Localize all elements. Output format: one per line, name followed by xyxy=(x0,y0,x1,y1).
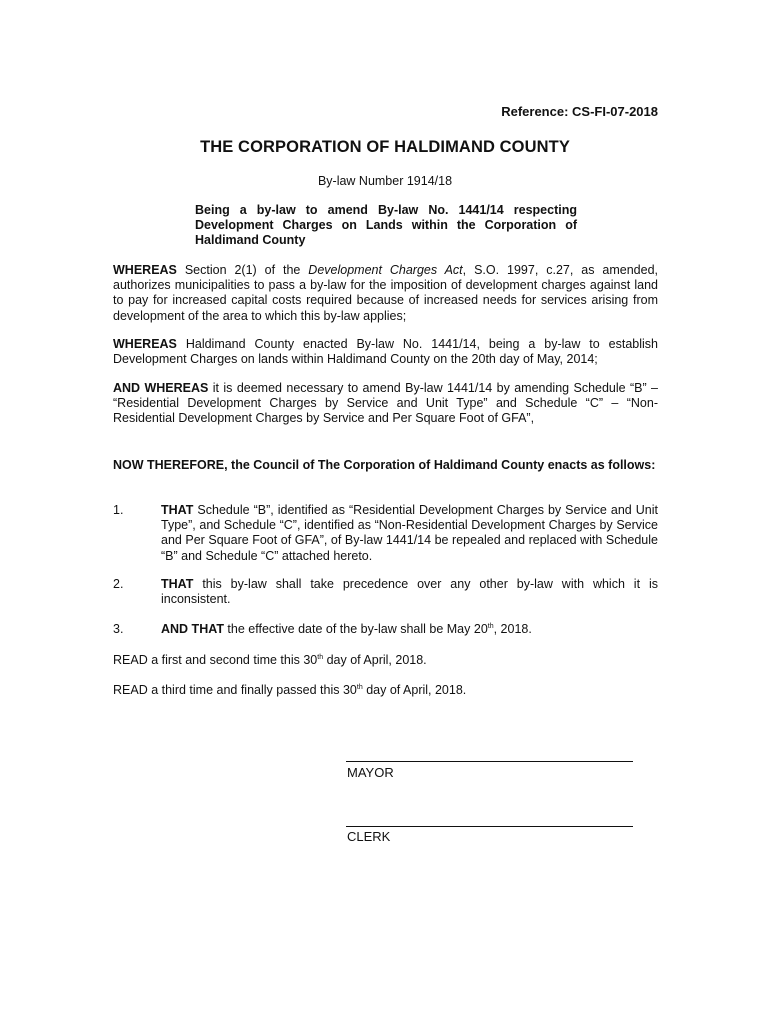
whereas-clause-2 xyxy=(113,337,658,367)
clerk-signature-line xyxy=(346,826,633,827)
whereas-lead: WHEREAS xyxy=(113,337,177,351)
whereas-text: Section 2(1) of the xyxy=(176,263,309,277)
mayor-label: MAYOR xyxy=(347,765,394,780)
item-text: Schedule “B”, identified as “Residential Development Charges by Service and Unit Type”, and Schedule “C”, identified as “Non-Residential Development Charges by Service and Per Square Foot of GFA”, of By-law 1441/14 be repealed and replaced with Schedule “B” and Schedule “C” attached hereto. xyxy=(161,503,658,563)
item-number: 2. xyxy=(113,577,124,591)
mayor-signature-line xyxy=(346,761,633,762)
third-reading xyxy=(113,683,466,698)
whereas-text: Haldimand County enacted By-law No. 1441/14, being a by-law to establish Development Charges on lands within Haldimand County on the 20th day of May, 2014; xyxy=(113,337,658,367)
act-name: Development Charges Act xyxy=(308,263,463,277)
first-second-reading xyxy=(113,653,427,668)
ordinal-suffix: th xyxy=(356,684,363,691)
ordinal-suffix: th xyxy=(317,654,324,661)
whereas-clause-1 xyxy=(113,263,658,324)
whereas-text: it is deemed necessary to amend By-law 1441/14 by amending Schedule “B” – “Residential Development Charges by Service and Unit Type” and Schedule “C” – “Non-Residential Development Charges by Service and Per Square Foot of GFA”, xyxy=(113,381,659,426)
reference-number: Reference: CS-FI-07-2018 xyxy=(501,104,658,119)
item-lead: THAT xyxy=(161,503,194,517)
item-text: the effective date of the by-law shall be May 20 xyxy=(223,622,488,636)
item-lead: AND THAT xyxy=(161,622,224,636)
ordinal-suffix: th xyxy=(487,623,494,630)
whereas-clause-3 xyxy=(113,381,658,427)
bylaw-number: By-law Number 1914/18 xyxy=(317,174,453,188)
reading-text: READ a third time and finally passed this 30 xyxy=(113,683,357,697)
bylaw-purpose: Being a by-law to amend By-law No. 1441/14 respecting Development Charges on Lands within the Corporation of Haldimand County xyxy=(195,203,577,247)
clerk-label: CLERK xyxy=(347,829,391,844)
whereas-lead: AND WHEREAS xyxy=(113,381,209,395)
whereas-text: , S.O. 1997, c.27, as amended, authorizes municipalities to pass a by-law for the imposition of development charges against land to pay for increased capital costs required because of increased needs for services arising from development of the area to which this by-law applies; xyxy=(113,263,658,323)
reading-text-end: day of April, 2018. xyxy=(323,653,427,667)
item-number: 3. xyxy=(113,622,124,636)
item-number: 1. xyxy=(113,503,124,517)
document-title: THE CORPORATION OF HALDIMAND COUNTY xyxy=(200,138,570,156)
item-lead: THAT xyxy=(161,577,194,591)
item-text: this by-law shall take precedence over any other by-law with which it is inconsistent. xyxy=(161,577,658,607)
item-body xyxy=(161,503,658,564)
whereas-lead: WHEREAS xyxy=(113,263,177,277)
item-text-end: , 2018. xyxy=(493,622,532,636)
now-therefore-clause: NOW THEREFORE, the Council of The Corporation of Haldimand County enacts as follows: xyxy=(113,458,656,472)
item-body xyxy=(161,622,658,637)
item-body xyxy=(161,577,658,607)
reading-text-end: day of April, 2018. xyxy=(362,683,467,697)
reading-text: READ a first and second time this 30 xyxy=(113,653,318,667)
